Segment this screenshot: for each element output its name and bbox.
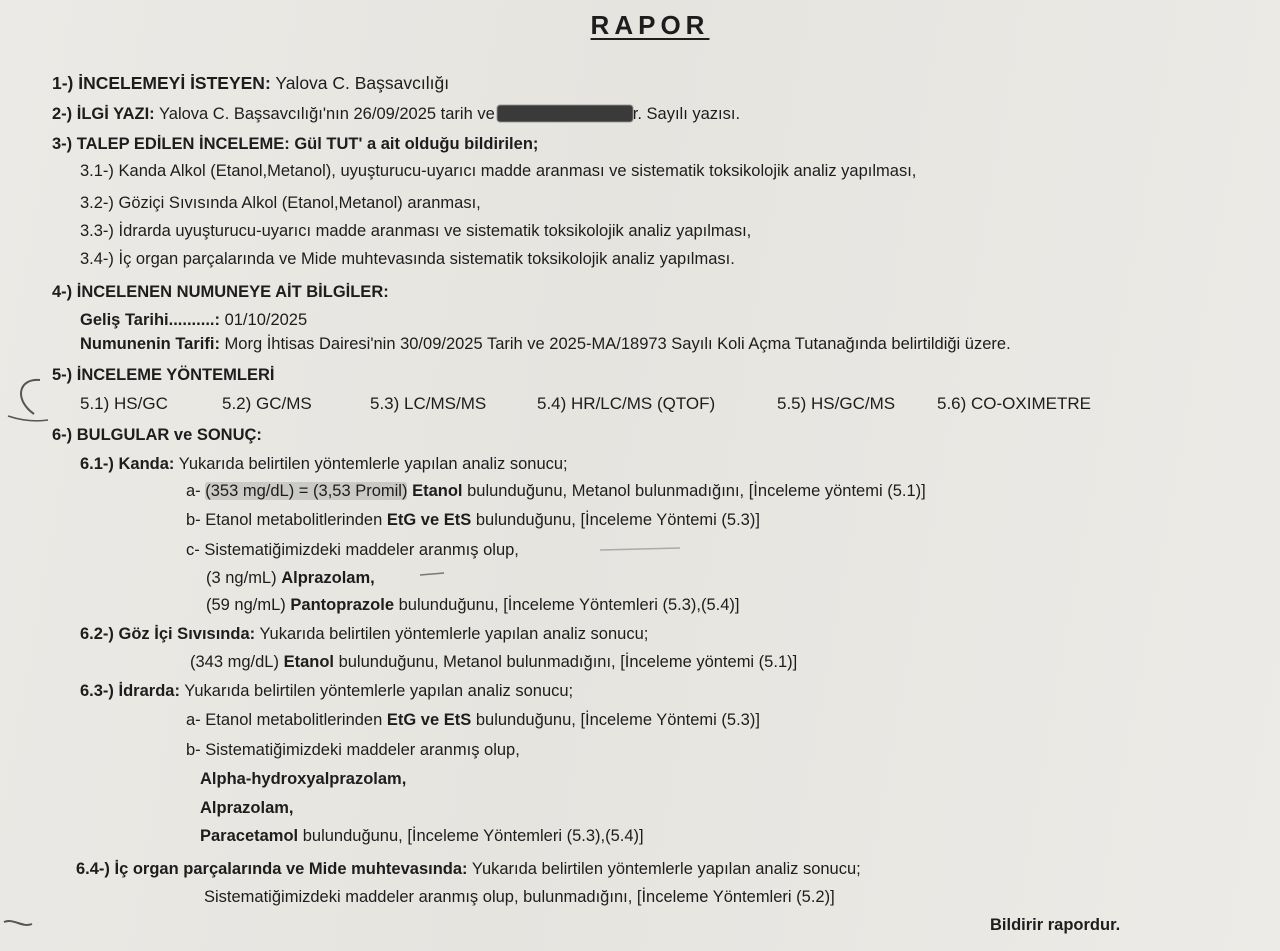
method-5-1: 5.1) HS/GC <box>80 394 168 413</box>
sample-description-value: Morg İhtisas Dairesi'nin 30/09/2025 Tarih ve 2025-MA/18973 Sayılı Koli Açma Tutanağında belirtildiği üzere. <box>224 335 1011 353</box>
section-3-label: 3-) TALEP EDİLEN İNCELEME: Gül TUT' a ait olduğu bildirilen; <box>52 135 539 153</box>
eye-fluid-ethanol-value: (343 mg/dL) <box>190 653 279 671</box>
section-2 <box>52 103 740 125</box>
finding-6-3-a-prefix: a- Etanol metabolitlerinden <box>186 711 383 729</box>
closing-statement: Bildirir rapordur. <box>990 916 1121 934</box>
finding-6-1-a-prefix: a- <box>186 482 201 500</box>
section-6-label: 6-) BULGULAR ve SONUÇ: <box>52 426 262 444</box>
finding-6-3-b: b- Sistematiğimizdeki maddeler aranmış olup, <box>186 741 520 759</box>
alprazolam-label: Alprazolam, <box>281 569 375 587</box>
section-6-2 <box>80 623 648 645</box>
method-5-2: 5.2) GC/MS <box>222 394 312 413</box>
finding-6-2-text: bulunduğunu, Metanol bulunmadığını, [İnceleme yöntemi (5.1)] <box>338 653 798 671</box>
finding-6-1-b-prefix: b- Etanol metabolitlerinden <box>186 511 383 529</box>
paracetamol-label: Paracetamol <box>200 827 299 845</box>
method-5-4: 5.4) HR/LC/MS (QTOF) <box>537 394 716 413</box>
etg-ets-label: EtG ve EtS <box>386 511 472 529</box>
arrival-date-value: 01/10/2025 <box>224 311 308 329</box>
finding-6-3-b-3 <box>200 825 644 847</box>
pantoprazole-concentration: (59 ng/mL) <box>206 596 286 614</box>
section-6-1-intro: Yukarıda belirtilen yöntemlerle yapılan analiz sonucu; <box>178 455 568 473</box>
finding-6-1-c: c- Sistematiğimizdeki maddeler aranmış olup, <box>186 541 519 559</box>
alprazolam-label: Alprazolam, <box>200 799 294 817</box>
finding-6-3-a <box>186 709 760 731</box>
method-5-6: 5.6) CO-OXIMETRE <box>937 394 1091 413</box>
section-5-label: 5-) İNCELEME YÖNTEMLERİ <box>52 366 275 384</box>
pen-mark-bracket <box>0 370 60 430</box>
finding-6-1-c-1 <box>206 567 375 589</box>
section-1 <box>52 72 449 94</box>
section-3-item-2: 3.2-) Göziçi Sıvısında Alkol (Etanol,Metanol) aranması, <box>80 194 481 212</box>
section-6-1 <box>80 453 568 475</box>
finding-6-3-b-3-text: bulunduğunu, [İnceleme Yöntemleri (5.3),(5.4)] <box>302 827 644 845</box>
finding-6-3-a-text: bulunduğunu, [İnceleme Yöntemi (5.3)] <box>475 711 760 729</box>
finding-6-1-b-text: bulunduğunu, [İnceleme Yöntemi (5.3)] <box>475 511 760 529</box>
finding-6-1-b <box>186 509 760 531</box>
pantoprazole-label: Pantoprazole <box>290 596 394 614</box>
section-3-item-3: 3.3-) İdrarda uyuşturucu-uyarıcı madde aranması ve sistematik toksikolojik analiz yapılması, <box>80 222 752 240</box>
ethanol-label: Etanol <box>283 653 334 671</box>
methods-row <box>80 393 1091 415</box>
arrival-date-label: Geliş Tarihi..........: <box>80 311 220 329</box>
blood-ethanol-value: (353 mg/dL) = (3,53 Promil) <box>205 482 408 500</box>
section-6-4 <box>76 858 861 880</box>
section-2-value-end: r. Sayılı yazısı. <box>632 105 741 123</box>
finding-6-2 <box>190 651 797 673</box>
finding-6-1-c-2 <box>206 594 740 616</box>
section-6-4-label: 6.4-) İç organ parçalarında ve Mide muhtevasında: <box>76 860 468 878</box>
pen-mark-lines <box>420 540 820 590</box>
arrival-date <box>80 309 307 331</box>
section-6-3-intro: Yukarıda belirtilen yöntemlerle yapılan analiz sonucu; <box>184 682 574 700</box>
section-3-item-4: 3.4-) İç organ parçalarında ve Mide muhtevasında sistematik toksikolojik analiz yapılması. <box>80 250 735 268</box>
sample-description <box>80 333 1011 355</box>
section-6-3-label: 6.3-) İdrarda: <box>80 682 180 700</box>
report-title: RAPOR <box>590 10 710 40</box>
section-1-label: 1-) İNCELEMEYİ İSTEYEN: <box>52 73 271 93</box>
finding-6-4: Sistematiğimizdeki maddeler aranmış olup, bulunmadığını, [İnceleme Yöntemleri (5.2)] <box>204 888 835 906</box>
pen-mark-tilde <box>0 910 50 940</box>
section-2-value: Yalova C. Başsavcılığı'nın 26/09/2025 tarih ve <box>158 105 495 123</box>
finding-6-1-a-text: bulunduğunu, Metanol bulunmadığını, [İnceleme yöntemi (5.1)] <box>467 482 926 500</box>
section-6-3 <box>80 680 573 702</box>
section-6-4-intro: Yukarıda belirtilen yöntemlerle yapılan analiz sonucu; <box>471 860 861 878</box>
section-4-label: 4-) İNCELENEN NUMUNEYE AİT BİLGİLER: <box>52 283 389 301</box>
ethanol-label: Etanol <box>412 482 463 500</box>
method-5-3: 5.3) LC/MS/MS <box>370 394 487 413</box>
redaction-mark <box>497 105 633 122</box>
section-6-2-intro: Yukarıda belirtilen yöntemlerle yapılan analiz sonucu; <box>259 625 649 643</box>
section-3-item-1: 3.1-) Kanda Alkol (Etanol,Metanol), uyuşturucu-uyarıcı madde aranması ve sistematik toksikolojik analiz yapılması, <box>80 162 917 180</box>
sample-description-label: Numunenin Tarifi: <box>80 335 220 353</box>
method-5-5: 5.5) HS/GC/MS <box>777 394 896 413</box>
alprazolam-concentration: (3 ng/mL) <box>206 569 277 587</box>
section-6-2-label: 6.2-) Göz İçi Sıvısında: <box>80 625 256 643</box>
section-6-1-label: 6.1-) Kanda: <box>80 455 175 473</box>
section-1-value: Yalova C. Başsavcılığı <box>275 73 450 93</box>
alpha-hydroxyalprazolam-label: Alpha-hydroxyalprazolam, <box>200 770 407 788</box>
section-2-label: 2-) İLGİ YAZI: <box>52 105 155 123</box>
etg-ets-label: EtG ve EtS <box>386 711 472 729</box>
finding-6-1-c-2-text: bulunduğunu, [İnceleme Yöntemleri (5.3),(5.4)] <box>398 596 740 614</box>
finding-6-1-a <box>186 480 926 502</box>
